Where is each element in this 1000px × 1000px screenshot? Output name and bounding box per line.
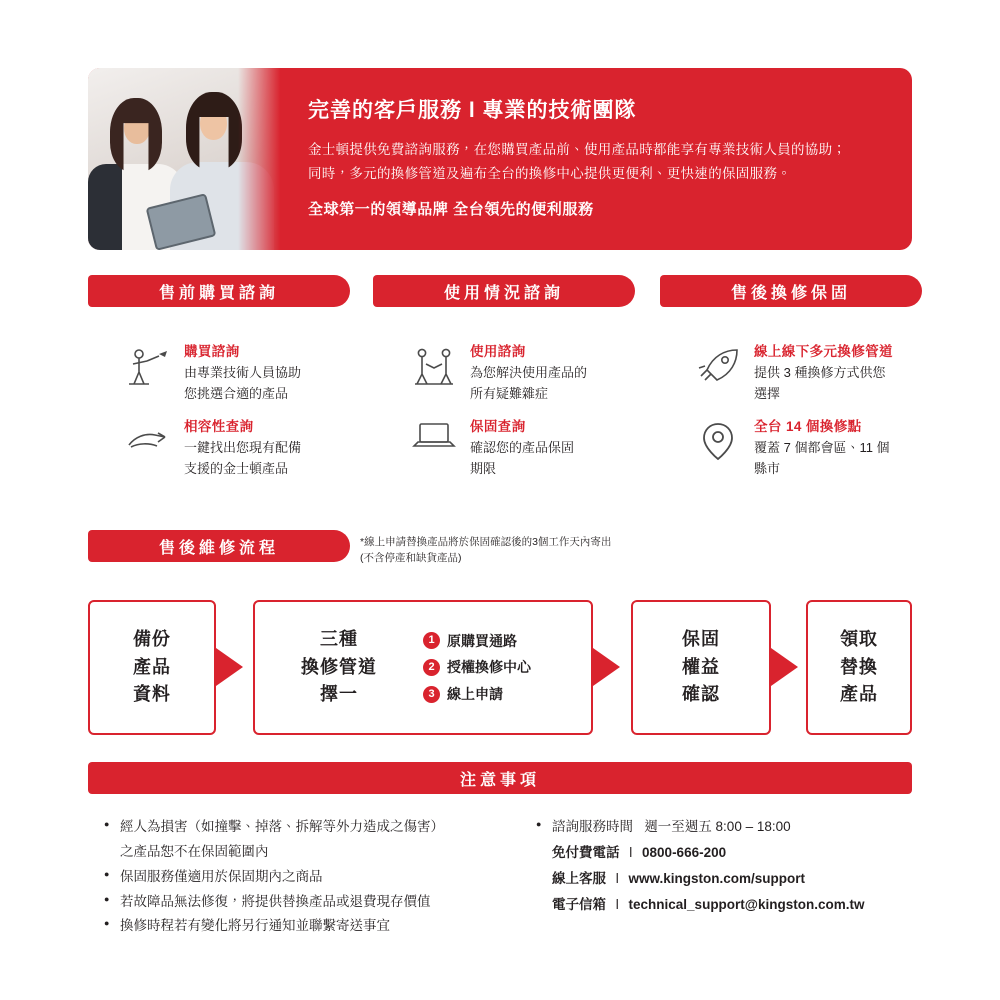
- rocket-icon: [692, 340, 744, 405]
- feature-purchase-consult: [122, 340, 390, 405]
- channel-label: 授權換修中心: [447, 659, 531, 676]
- section-header-usage: 使用情況諮詢: [373, 275, 635, 307]
- section-header-notice: 注意事項: [88, 762, 912, 794]
- hero-body-line-1: 金士頓提供免費諮詢服務，在您購買產品前、使用產品時都能享有專業技術人員的協助；: [308, 142, 847, 157]
- footnote-line-1: *線上申請替換產品將於保固確認後的3個工作天內寄出: [360, 536, 612, 548]
- notice-list: [104, 816, 534, 940]
- channel-number-badge: 3: [423, 686, 440, 703]
- hand-click-icon: [122, 415, 174, 480]
- feature-title: 保固查詢: [470, 419, 526, 434]
- feature-desc-line-1: 為您解決使用產品的: [470, 365, 588, 380]
- channel-label: 原購買通路: [447, 632, 517, 649]
- flow-step-1-line-3: 資料: [133, 684, 171, 705]
- flow-channel-item: [423, 654, 577, 681]
- section-header-pre-sales: 售前購買諮詢: [88, 275, 350, 307]
- hero-tagline: 全球第一的領導品牌 全台領先的便利服務: [308, 201, 594, 219]
- flow-step-1: [88, 600, 216, 735]
- flow-step-3: [631, 600, 771, 735]
- feature-desc-line-2: 期限: [470, 460, 497, 476]
- hero-photo: [88, 68, 284, 250]
- feature-desc-line-2: 選擇: [754, 385, 781, 401]
- feature-desc-line-1: 一鍵找出您現有配備: [184, 440, 302, 455]
- notice-item: ● 經人為損害（如撞擊、掉落、拆解等外力造成之傷害）: [104, 816, 534, 838]
- flow-step-1-line-1: 備份: [133, 628, 171, 649]
- service-hours-value: 週一至週五 8:00 – 18:00: [644, 819, 791, 834]
- hero-title: 完善的客戶服務 l 專業的技術團隊: [308, 99, 637, 122]
- flow-step-3-line-1: 保固: [682, 628, 720, 649]
- notice-item: ● 若故障品無法修復，將提供替換產品或退費現存價值: [104, 891, 534, 913]
- feature-title: 使用諮詢: [470, 344, 526, 359]
- contact-web[interactable]: [552, 866, 936, 892]
- laptop-icon: [408, 415, 460, 480]
- flow-step-4-line-2: 替換: [840, 656, 878, 677]
- feature-desc-line-1: 提供 3 種換修方式供您: [754, 365, 886, 380]
- service-hours-label: 諮詢服務時間: [552, 819, 633, 834]
- repair-flow-diagram: [88, 600, 912, 735]
- contact-separator: l: [615, 871, 619, 887]
- channel-number-badge: 2: [423, 659, 440, 676]
- hero-body-line-2: 同時，多元的換修管道及遍布全台的換修中心提供更便利、更快速的保固服務。: [308, 165, 791, 181]
- notice-item: ● 保固服務僅適用於保固期內之商品: [104, 866, 534, 888]
- repair-flow-footnote: [360, 534, 611, 567]
- contact-block: [536, 816, 936, 919]
- photo-fade-overlay: [238, 68, 284, 250]
- feature-desc-line-1: 確認您的產品保固: [470, 440, 575, 455]
- flow-step-2-line-3: 擇一: [320, 684, 358, 705]
- flow-step-2-line-1: 三種: [320, 628, 358, 649]
- notice-item-sub: 之產品恕不在保固範圍內: [120, 843, 269, 859]
- contact-email-value[interactable]: technical_support@kingston.com.tw: [628, 897, 865, 913]
- feature-desc-line-1: 由專業技術人員協助: [184, 365, 302, 380]
- feature-multi-channel-service: [692, 340, 960, 405]
- flow-channel-item: [423, 681, 577, 708]
- presenter-icon: [122, 340, 174, 405]
- feature-desc-line-2: 您挑選合適的產品: [184, 385, 289, 401]
- flow-arrow-1: [216, 648, 243, 686]
- service-hours-line: [536, 816, 936, 838]
- contact-email[interactable]: [552, 892, 936, 918]
- flow-step-2-line-2: 換修管道: [301, 656, 377, 677]
- feature-title: 購買諮詢: [184, 344, 240, 359]
- hero-banner: [88, 68, 912, 250]
- contact-web-value[interactable]: www.kingston.com/support: [628, 871, 806, 887]
- feature-title: 線上線下多元換修管道: [754, 344, 893, 359]
- contact-phone: [552, 840, 936, 866]
- flow-step-1-line-2: 產品: [133, 656, 171, 677]
- feature-desc-line-1: 覆蓋 7 個都會區、11 個: [754, 440, 890, 455]
- contact-phone-value: 0800-666-200: [642, 844, 727, 860]
- flow-step-2: [253, 600, 593, 735]
- feature-title: 全台 14 個換修點: [754, 419, 862, 434]
- section-header-repair-flow: 售後維修流程: [88, 530, 350, 562]
- photo-person1-jacket: [88, 164, 122, 250]
- map-pin-icon: [692, 415, 744, 480]
- notice-item: ● 換修時程若有變化將另行通知並聯繫寄送事宜: [104, 915, 534, 937]
- feature-service-locations: [692, 415, 960, 480]
- section-header-after-sales: 售後換修保固: [660, 275, 922, 307]
- channel-number-badge: 1: [423, 632, 440, 649]
- flow-step-4-line-1: 領取: [840, 628, 878, 649]
- contact-separator: l: [615, 897, 619, 913]
- hero-text-block: [284, 68, 912, 250]
- feature-title: 相容性查詢: [184, 419, 254, 434]
- flow-step-4-line-3: 產品: [840, 684, 878, 705]
- flow-step-4: [806, 600, 912, 735]
- feature-desc-line-2: 所有疑難雜症: [470, 385, 549, 401]
- channel-label: 線上申請: [447, 685, 503, 702]
- flow-arrow-3: [771, 648, 798, 686]
- flow-channel-item: [423, 628, 577, 655]
- contact-separator: l: [629, 844, 633, 860]
- handshake-icon: [408, 340, 460, 405]
- feature-warranty-lookup: [408, 415, 676, 480]
- flow-step-3-line-2: 權益: [682, 656, 720, 677]
- flow-arrow-2: [593, 648, 620, 686]
- feature-desc-line-2: 縣市: [754, 460, 781, 476]
- flow-channel-list: [423, 628, 577, 708]
- feature-desc-line-2: 支援的金士頓產品: [184, 460, 289, 476]
- feature-usage-consult: [408, 340, 676, 405]
- contact-phone-label: 免付費電話: [552, 844, 620, 860]
- footnote-line-2: (不含停產和缺貨產品): [360, 552, 462, 565]
- contact-email-label: 電子信箱: [552, 897, 606, 913]
- flow-step-3-line-3: 確認: [682, 684, 720, 705]
- contact-web-label: 線上客服: [552, 871, 606, 887]
- feature-compatibility-search: [122, 415, 390, 480]
